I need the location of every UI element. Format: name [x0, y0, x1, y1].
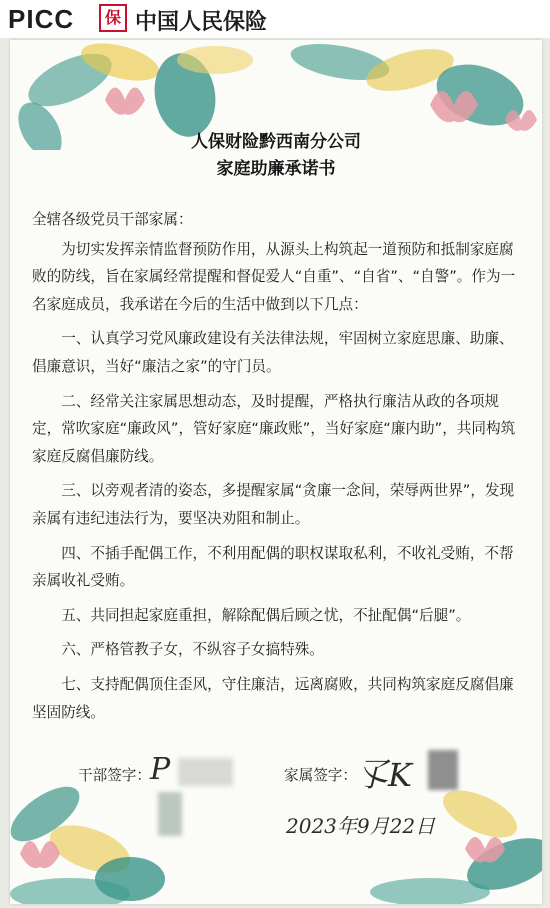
picc-logo-text: PICC — [8, 4, 75, 34]
paragraph: 七、支持配偶顶住歪风，守住廉洁，远离腐败，共同构筑家庭反腐倡廉坚固防线。 — [32, 675, 514, 721]
cadre-signature-icon: P — [150, 752, 171, 787]
family-signature-label: 家属签字： — [284, 767, 357, 784]
picc-logo-icon: 保 — [99, 4, 127, 32]
letter-title-line2: 家庭助廉承诺书 — [216, 159, 336, 179]
letter-body — [32, 206, 524, 733]
paragraph: 一、认真学习党风廉政建设有关法律法规，牢固树立家庭思廉、助廉、倡廉意识，当好“廉洁之家”的守门员。 — [32, 330, 514, 375]
commitment-letter — [10, 40, 542, 904]
paragraph: 二、经常关注家属思想动态，及时提醒，严格执行廉洁从政的各项规定，常吹家庭“廉政风”，管好家庭“廉政账”，当好家庭“廉内助”，共同构筑家庭反腐倡廉防线。 — [32, 392, 516, 465]
letter-title-line1: 人保财险黔西南分公司 — [191, 132, 361, 152]
cadre-signature-label: 干部签字： — [78, 767, 151, 784]
paragraph: 四、不插手配偶工作，不利用配偶的职权谋取私利，不收礼受贿，不帮亲属收礼受贿。 — [32, 544, 514, 590]
family-signature-icon: 孓K — [356, 756, 412, 794]
signing-date: 2023年9月22日 — [286, 814, 436, 838]
company-name: 中国人民保险 — [135, 10, 268, 35]
paragraph: 三、以旁观者清的姿态，多提醒家属“贪廉一念间，荣辱两世界”，发现亲属有违纪违法行为，要坚决劝阻和制止。 — [32, 482, 515, 527]
brand-header — [0, 0, 550, 38]
bottom-decoration-icon — [10, 754, 542, 904]
paragraph: 五、共同担起家庭重担，解除配偶后顾之忧，不扯配偶“后腿”。 — [61, 606, 471, 624]
salutation: 全辖各级党员干部家属： — [32, 211, 193, 228]
paragraph: 六、严格管教子女，不纵容子女搞特殊。 — [61, 641, 324, 659]
paragraph: 为切实发挥亲情监督预防作用，从源头上构筑起一道预防和抵制家庭腐败的防线，旨在家属经常提醒和督促爱人“自重”、“自省”、“自警”。作为一名家庭成员，我承诺在今后的生活中做到以下几点： — [32, 240, 516, 313]
